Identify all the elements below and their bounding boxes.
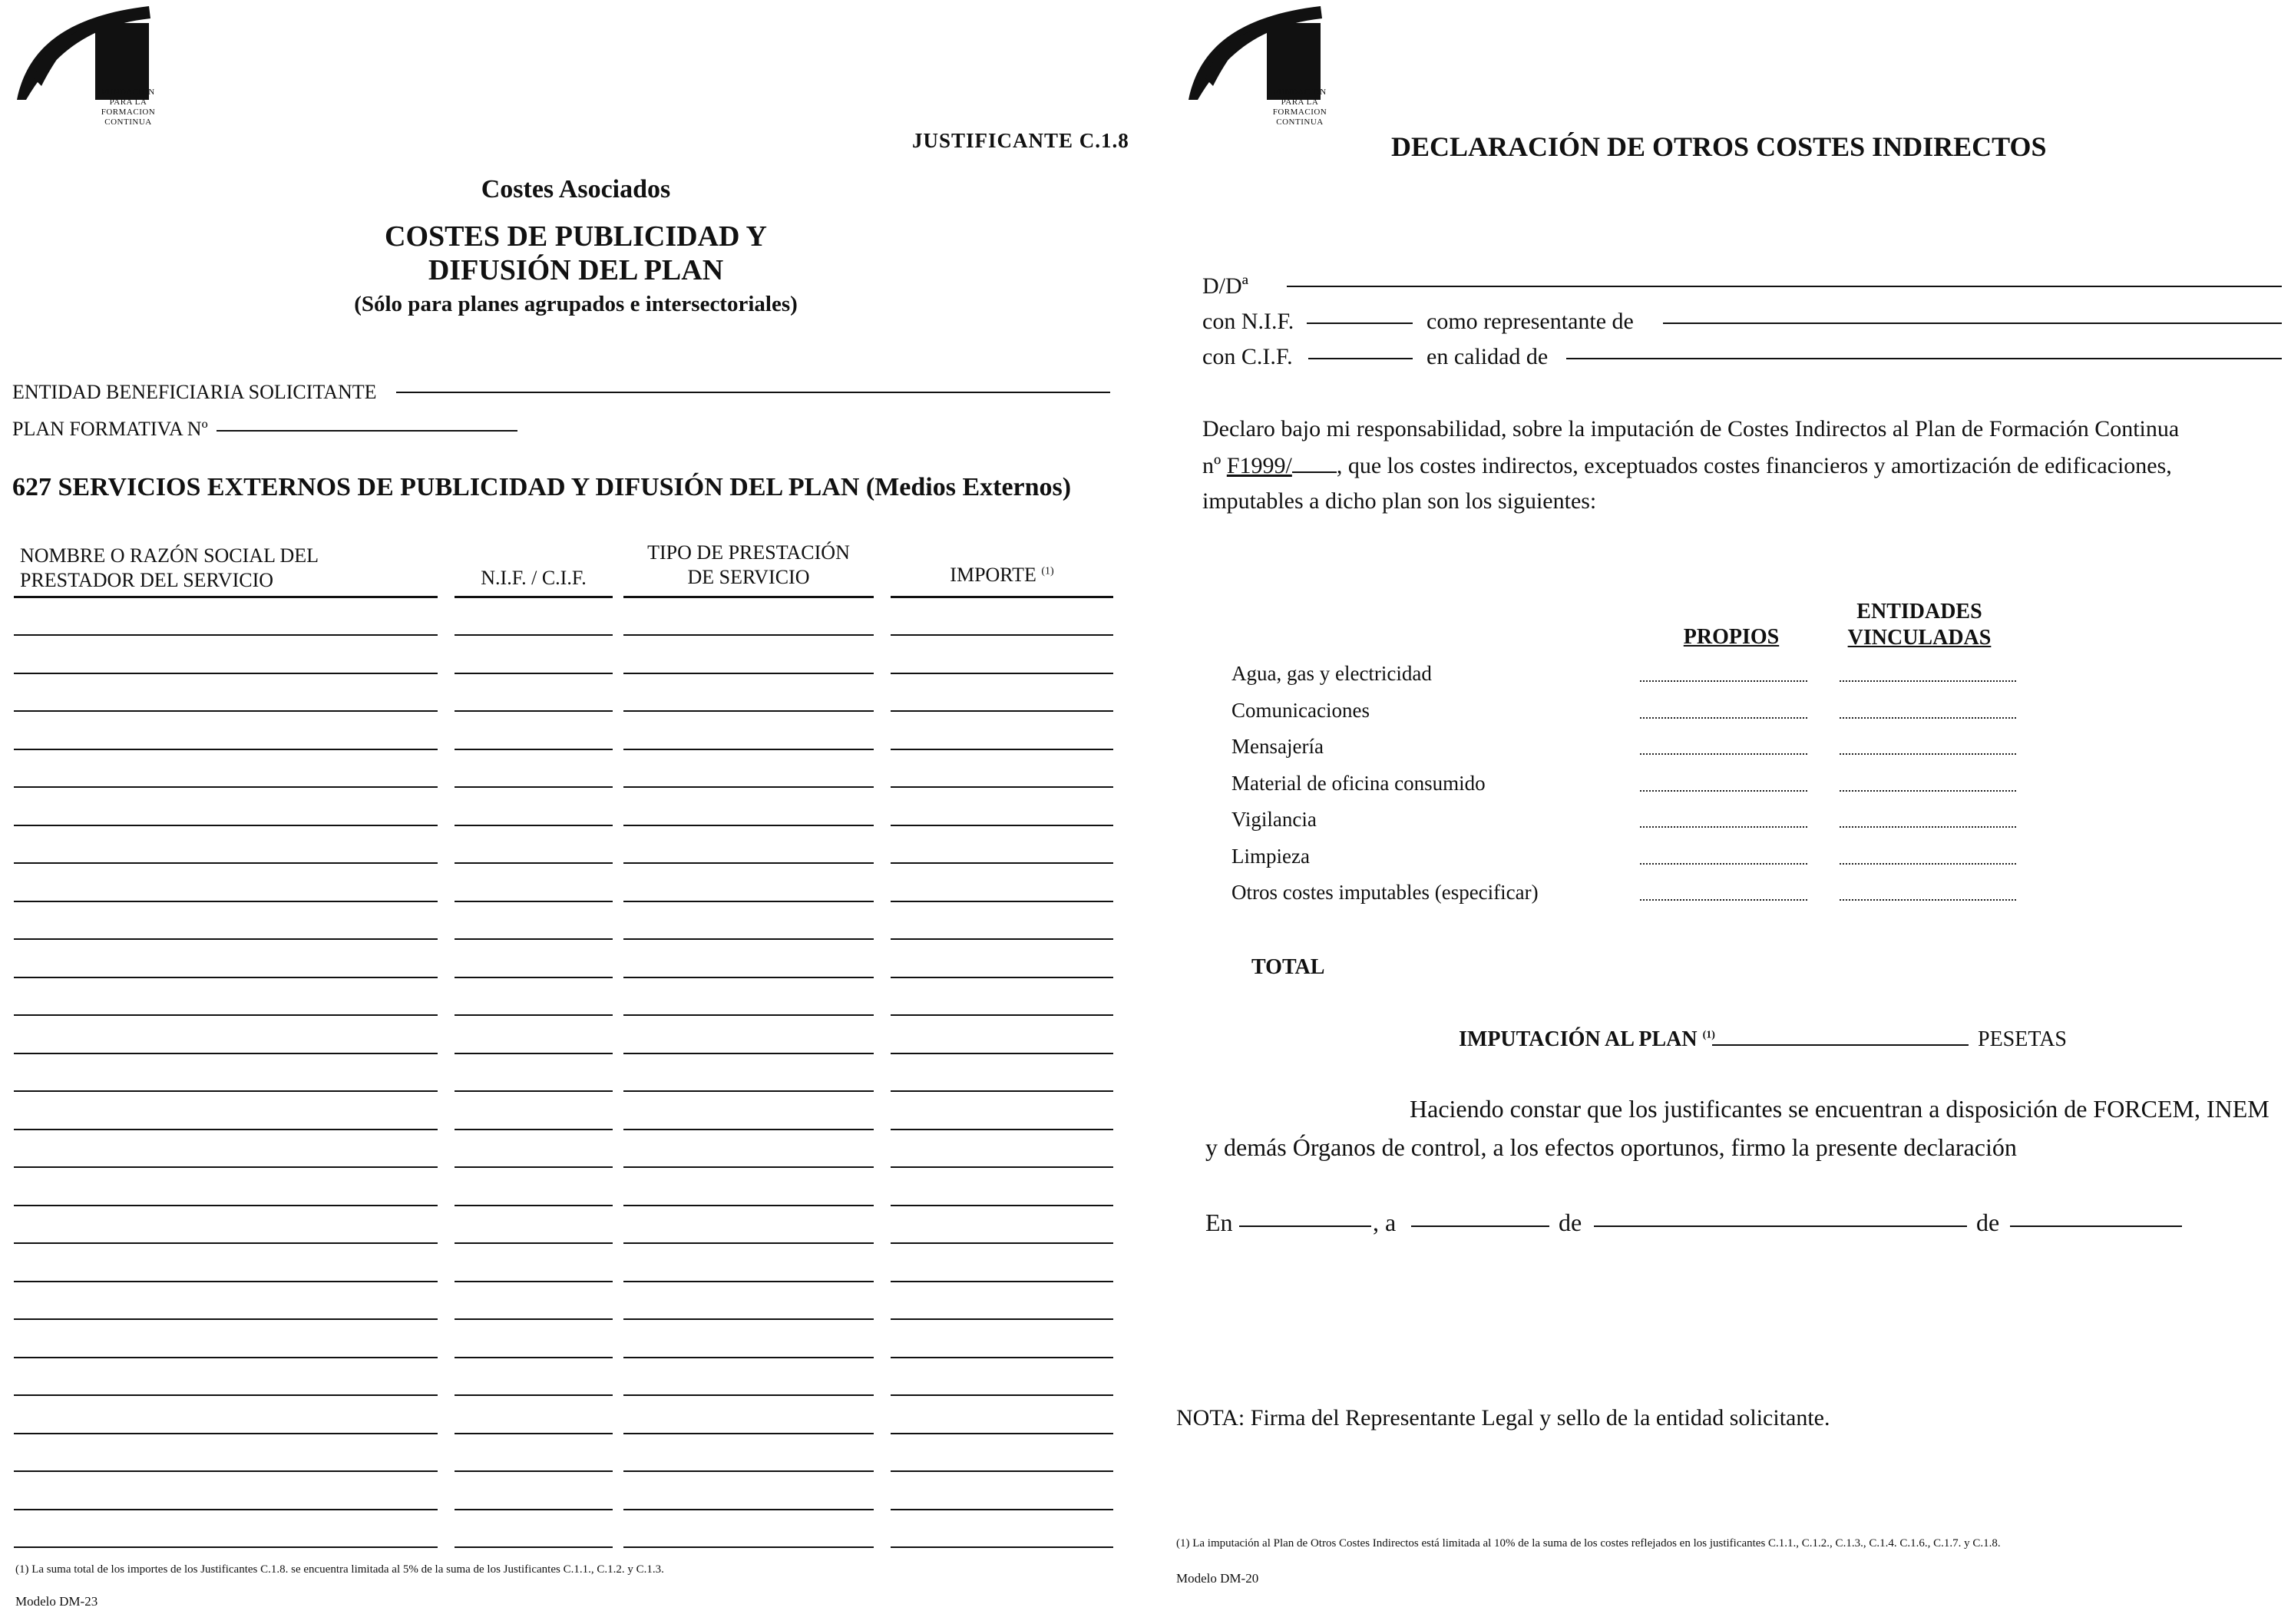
table-cell-line[interactable] — [623, 977, 874, 978]
table-cell-line[interactable] — [623, 1318, 874, 1320]
table-cell-line[interactable] — [455, 1205, 613, 1206]
table-cell-line[interactable] — [14, 1357, 438, 1358]
table-cell-line[interactable] — [14, 1242, 438, 1244]
table-cell-line[interactable] — [891, 1129, 1113, 1130]
table-cell-line[interactable] — [891, 862, 1113, 864]
table-cell-line[interactable] — [14, 862, 438, 864]
table-cell-line[interactable] — [891, 1546, 1113, 1548]
declaration-p2: nº F1999/ , que los costes indirectos, exceptuados costes financieros y amortización de edificaciones, — [1202, 453, 2172, 478]
decl-line-1: Haciendo constar que los justificantes se encuentran a disposición de FORCEM, INEM — [1410, 1095, 2270, 1123]
table-cell-line[interactable] — [623, 1014, 874, 1016]
table-cell-line[interactable] — [623, 1129, 874, 1130]
representante-label: como representante de — [1427, 309, 1634, 334]
calidad-label: en calidad de — [1427, 344, 1549, 369]
total-label: TOTAL — [1251, 955, 1325, 979]
cif-field[interactable] — [1308, 358, 1413, 359]
en-label: En — [1205, 1209, 1233, 1236]
table-cell-line[interactable] — [455, 1053, 613, 1054]
table-cell-line[interactable] — [891, 710, 1113, 712]
cost-item-label: Vigilancia — [1231, 808, 1317, 831]
plan-label: PLAN FORMATIVA Nº — [12, 418, 208, 440]
table-cell-line[interactable] — [14, 1318, 438, 1320]
table-cell-line[interactable] — [14, 977, 438, 978]
table-cell-line[interactable] — [623, 1205, 874, 1206]
vinculadas-field[interactable] — [1840, 753, 2016, 755]
table-cell-line[interactable] — [14, 1281, 438, 1282]
justificante-code: JUSTIFICANTE C.1.8 — [912, 129, 1129, 152]
day-field[interactable] — [1411, 1225, 1549, 1227]
table-cell-line[interactable] — [455, 710, 613, 712]
section-suffix: (Medios Externos) — [865, 473, 1072, 501]
year-field[interactable] — [2010, 1225, 2182, 1227]
table-cell-line[interactable] — [14, 938, 438, 940]
table-cell-line[interactable] — [623, 1281, 874, 1282]
logo-mark-icon — [1182, 2, 1336, 101]
table-cell-line[interactable] — [455, 673, 613, 674]
table-cell-line[interactable] — [14, 1546, 438, 1548]
table-cell-line[interactable] — [623, 1090, 874, 1092]
table-cell-line[interactable] — [623, 1357, 874, 1358]
logo-org-name: FUNDACION PARA LA FORMACION CONTINUA — [101, 88, 156, 127]
table-cell-line[interactable] — [623, 749, 874, 750]
declaration-title: DECLARACIÓN DE OTROS COSTES INDIRECTOS — [1391, 131, 2047, 162]
fundacion-logo — [11, 2, 172, 170]
table-cell-line[interactable] — [623, 1394, 874, 1396]
table-cell-line[interactable] — [891, 825, 1113, 826]
table-cell-line[interactable] — [891, 634, 1113, 636]
subtitle: Costes Asociados — [481, 175, 671, 203]
table-cell-line[interactable] — [455, 1014, 613, 1016]
table-cell-line[interactable] — [623, 710, 874, 712]
section-title: 627 SERVICIOS EXTERNOS DE PUBLICIDAD Y DIFUSIÓN DEL PLAN — [12, 473, 860, 501]
propios-field[interactable] — [1640, 790, 1807, 792]
col-header-tipo: TIPO DE PRESTACIÓN DE SERVICIO — [647, 541, 850, 588]
table-cell-line[interactable] — [623, 1546, 874, 1548]
table-cell-line[interactable] — [623, 825, 874, 826]
cost-item-label: Material de oficina consumido — [1231, 772, 1486, 795]
table-cell-line[interactable] — [14, 1433, 438, 1434]
table-cell-line[interactable] — [623, 786, 874, 788]
table-cell-line[interactable] — [14, 634, 438, 636]
table-cell-line[interactable] — [14, 1509, 438, 1510]
table-cell-line[interactable] — [891, 1242, 1113, 1244]
table-cell-line[interactable] — [891, 1281, 1113, 1282]
table-cell-line[interactable] — [14, 1129, 438, 1130]
imputacion-label: IMPUTACIÓN AL PLAN $^{(1)}$ — [1459, 1027, 1715, 1051]
table-cell-line[interactable] — [14, 1470, 438, 1472]
de-label-1: de — [1559, 1209, 1582, 1236]
dd-label: D/Dª — [1202, 273, 1248, 299]
cost-item-label: Mensajería — [1231, 735, 1324, 758]
table-cell-line[interactable] — [623, 1509, 874, 1510]
table-cell-line[interactable] — [14, 1090, 438, 1092]
table-cell-line[interactable] — [891, 901, 1113, 902]
table-cell-line[interactable] — [14, 1166, 438, 1168]
propios-field[interactable] — [1640, 826, 1807, 828]
table-cell-line[interactable] — [891, 1090, 1113, 1092]
table-cell-line[interactable] — [891, 1433, 1113, 1434]
propios-field[interactable] — [1640, 717, 1807, 719]
pesetas-label: PESETAS — [1978, 1027, 2068, 1051]
representante-field[interactable] — [1663, 322, 2282, 324]
table-cell-line[interactable] — [14, 1053, 438, 1054]
table-cell-line[interactable] — [623, 1470, 874, 1472]
table-cell-line[interactable] — [14, 1394, 438, 1396]
logo-org-name: FUNDACION PARA LA FORMACION CONTINUA — [1272, 88, 1327, 127]
table-cell-line[interactable] — [455, 977, 613, 978]
table-cell-line[interactable] — [623, 901, 874, 902]
table-cell-line[interactable] — [455, 1470, 613, 1472]
col-header-importe: IMPORTE $^{(1)}$ — [950, 564, 1054, 586]
table-cell-line[interactable] — [455, 1509, 613, 1510]
cost-item-label: Agua, gas y electricidad — [1231, 662, 1432, 685]
table-cell-line[interactable] — [455, 825, 613, 826]
nif-label: con N.I.F. — [1202, 309, 1294, 334]
left-footnote: (1) La suma total de los importes de los Justificantes C.1.8. se encuentra limitada al 5% de la suma de los Justificantes C.1.1., C.1.2. y C.1.3. — [15, 1563, 664, 1576]
table-cell-line[interactable] — [455, 1394, 613, 1396]
table-cell-line[interactable] — [455, 901, 613, 902]
title-line-1: COSTES DE PUBLICIDAD Y — [385, 220, 767, 253]
table-cell-line[interactable] — [623, 673, 874, 674]
table-cell-line[interactable] — [455, 1357, 613, 1358]
table-cell-line[interactable] — [623, 1166, 874, 1168]
table-cell-line[interactable] — [14, 1205, 438, 1206]
table-cell-line[interactable] — [14, 749, 438, 750]
table-cell-line[interactable] — [891, 938, 1113, 940]
propios-field[interactable] — [1640, 680, 1807, 682]
col-header-nif: N.I.F. / C.I.F. — [481, 567, 587, 589]
vinculadas-field[interactable] — [1840, 863, 2016, 865]
plan-number[interactable]: F1999/ — [1226, 453, 1292, 478]
a-label: , a — [1373, 1209, 1397, 1236]
entidad-field[interactable] — [396, 392, 1110, 393]
en-field[interactable] — [1239, 1225, 1371, 1227]
calidad-field[interactable] — [1566, 358, 2282, 359]
cost-item-label: Limpieza — [1231, 845, 1310, 868]
table-cell-line[interactable] — [455, 786, 613, 788]
left-model: Modelo DM-23 — [15, 1594, 98, 1609]
table-cell-line[interactable] — [891, 1470, 1113, 1472]
vinculadas-field[interactable] — [1840, 717, 2016, 719]
cost-item-label: Otros costes imputables (especificar) — [1231, 881, 1539, 904]
table-cell-line[interactable] — [455, 1090, 613, 1092]
declaration-p3: imputables a dicho plan son los siguientes: — [1202, 488, 1597, 514]
de-label-2: de — [1976, 1209, 2000, 1236]
entidad-label: ENTIDAD BENEFICIARIA SOLICITANTE — [12, 381, 377, 403]
vinculadas-field[interactable] — [1840, 826, 2016, 828]
table-cell-line[interactable] — [891, 1394, 1113, 1396]
table-cell-line[interactable] — [14, 786, 438, 788]
vinculadas-field[interactable] — [1840, 680, 2016, 682]
right-model: Modelo DM-20 — [1176, 1571, 1259, 1586]
table-cell-line[interactable] — [455, 1318, 613, 1320]
propios-field[interactable] — [1640, 863, 1807, 865]
header-rule — [623, 596, 874, 598]
table-cell-line[interactable] — [455, 1546, 613, 1548]
table-cell-line[interactable] — [891, 1053, 1113, 1054]
right-footnote: (1) La imputación al Plan de Otros Costes Indirectos está limitada al 10% de la suma de los costes reflejados en los justificantes C.1.1., C.1.2., C.1.3., C.1.4. C.1.6., C.1.7. y C.1.8. — [1176, 1537, 2001, 1550]
header-propios: PROPIOS — [1683, 625, 1780, 649]
table-cell-line[interactable] — [891, 1318, 1113, 1320]
header-rule — [14, 596, 438, 598]
cif-label: con C.I.F. — [1202, 344, 1293, 369]
table-cell-line[interactable] — [623, 1053, 874, 1054]
table-cell-line[interactable] — [14, 825, 438, 826]
col-header-nombre: NOMBRE O RAZÓN SOCIAL DEL PRESTADOR DEL SERVICIO — [20, 544, 319, 591]
table-cell-line[interactable] — [455, 1433, 613, 1434]
header-entidades: ENTIDADES VINCULADAS — [1847, 600, 1992, 650]
table-cell-line[interactable] — [623, 862, 874, 864]
table-cell-line[interactable] — [891, 786, 1113, 788]
header-rule — [891, 596, 1113, 598]
table-cell-line[interactable] — [891, 1357, 1113, 1358]
table-cell-line[interactable] — [891, 1166, 1113, 1168]
logo-mark-icon — [11, 2, 164, 101]
propios-field[interactable] — [1640, 753, 1807, 755]
table-cell-line[interactable] — [14, 710, 438, 712]
table-cell-line[interactable] — [455, 1166, 613, 1168]
cost-item-label: Comunicaciones — [1231, 699, 1370, 722]
table-cell-line[interactable] — [623, 634, 874, 636]
table-cell-line[interactable] — [891, 749, 1113, 750]
table-cell-line[interactable] — [891, 1509, 1113, 1510]
fundacion-logo-right — [1182, 2, 1344, 170]
title-line-3: (Sólo para planes agrupados e intersectoriales) — [354, 292, 798, 316]
vinculadas-field[interactable] — [1840, 790, 2016, 792]
table-cell-line[interactable] — [14, 673, 438, 674]
decl-line-2: y demás Órganos de control, a los efectos oportunos, firmo la presente declaración — [1205, 1133, 2017, 1161]
table-cell-line[interactable] — [455, 862, 613, 864]
table-cell-line[interactable] — [623, 1242, 874, 1244]
table-cell-line[interactable] — [623, 938, 874, 940]
vinculadas-field[interactable] — [1840, 899, 2016, 901]
nif-field[interactable] — [1307, 322, 1413, 324]
table-cell-line[interactable] — [455, 1242, 613, 1244]
propios-field[interactable] — [1640, 899, 1807, 901]
table-cell-line[interactable] — [14, 901, 438, 902]
nota: NOTA: Firma del Representante Legal y sello de la entidad solicitante. — [1176, 1405, 1830, 1431]
table-cell-line[interactable] — [455, 938, 613, 940]
header-rule — [455, 596, 613, 598]
table-cell-line[interactable] — [891, 977, 1113, 978]
declaration-p1: Declaro bajo mi responsabilidad, sobre la imputación de Costes Indirectos al Plan de Formación Continua — [1202, 416, 2180, 442]
dd-field[interactable] — [1287, 286, 2282, 287]
table-cell-line[interactable] — [891, 673, 1113, 674]
table-cell-line[interactable] — [623, 1433, 874, 1434]
table-cell-line[interactable] — [891, 1014, 1113, 1016]
section-heading — [12, 473, 1071, 502]
table-cell-line[interactable] — [455, 1281, 613, 1282]
table-cell-line[interactable] — [455, 1129, 613, 1130]
table-cell-line[interactable] — [455, 634, 613, 636]
plan-field[interactable] — [217, 430, 517, 432]
title-line-2: DIFUSIÓN DEL PLAN — [428, 254, 724, 286]
table-cell-line[interactable] — [891, 1205, 1113, 1206]
month-field[interactable] — [1594, 1225, 1967, 1227]
imputacion-field[interactable] — [1712, 1044, 1969, 1046]
table-cell-line[interactable] — [14, 1014, 438, 1016]
table-cell-line[interactable] — [455, 749, 613, 750]
